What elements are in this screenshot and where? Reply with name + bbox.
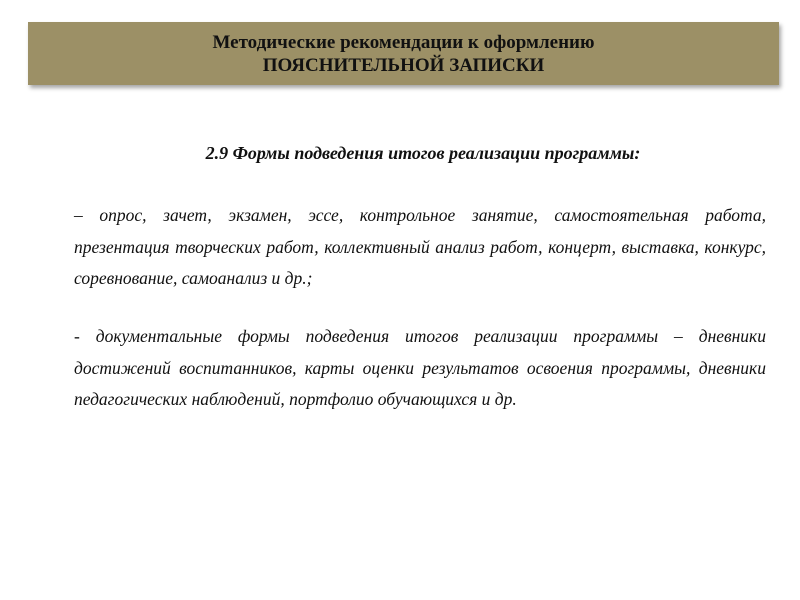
header-title-line-2: ПОЯСНИТЕЛЬНОЙ ЗАПИСКИ: [262, 54, 545, 76]
section-heading: 2.9 Формы подведения итогов реализации программы:: [205, 143, 641, 163]
paragraph-forms-list: – опрос, зачет, экзамен, эссе, контрольное занятие, самостоятельная работа, презентация творческих работ, коллективный анализ работ, концерт, выставка, конкурс, соревнование, самоанализ и др.;: [74, 205, 766, 288]
header-title-line-1: Методические рекомендации к оформлению: [212, 31, 595, 53]
header-banner: [28, 22, 779, 85]
paragraph-documentary-forms: - документальные формы подведения итогов реализации программы – дневники достижений воспитанников, карты оценки результатов освоения программы, дневники педагогических наблюдений, портфолио обучающихся и др.: [74, 326, 766, 409]
